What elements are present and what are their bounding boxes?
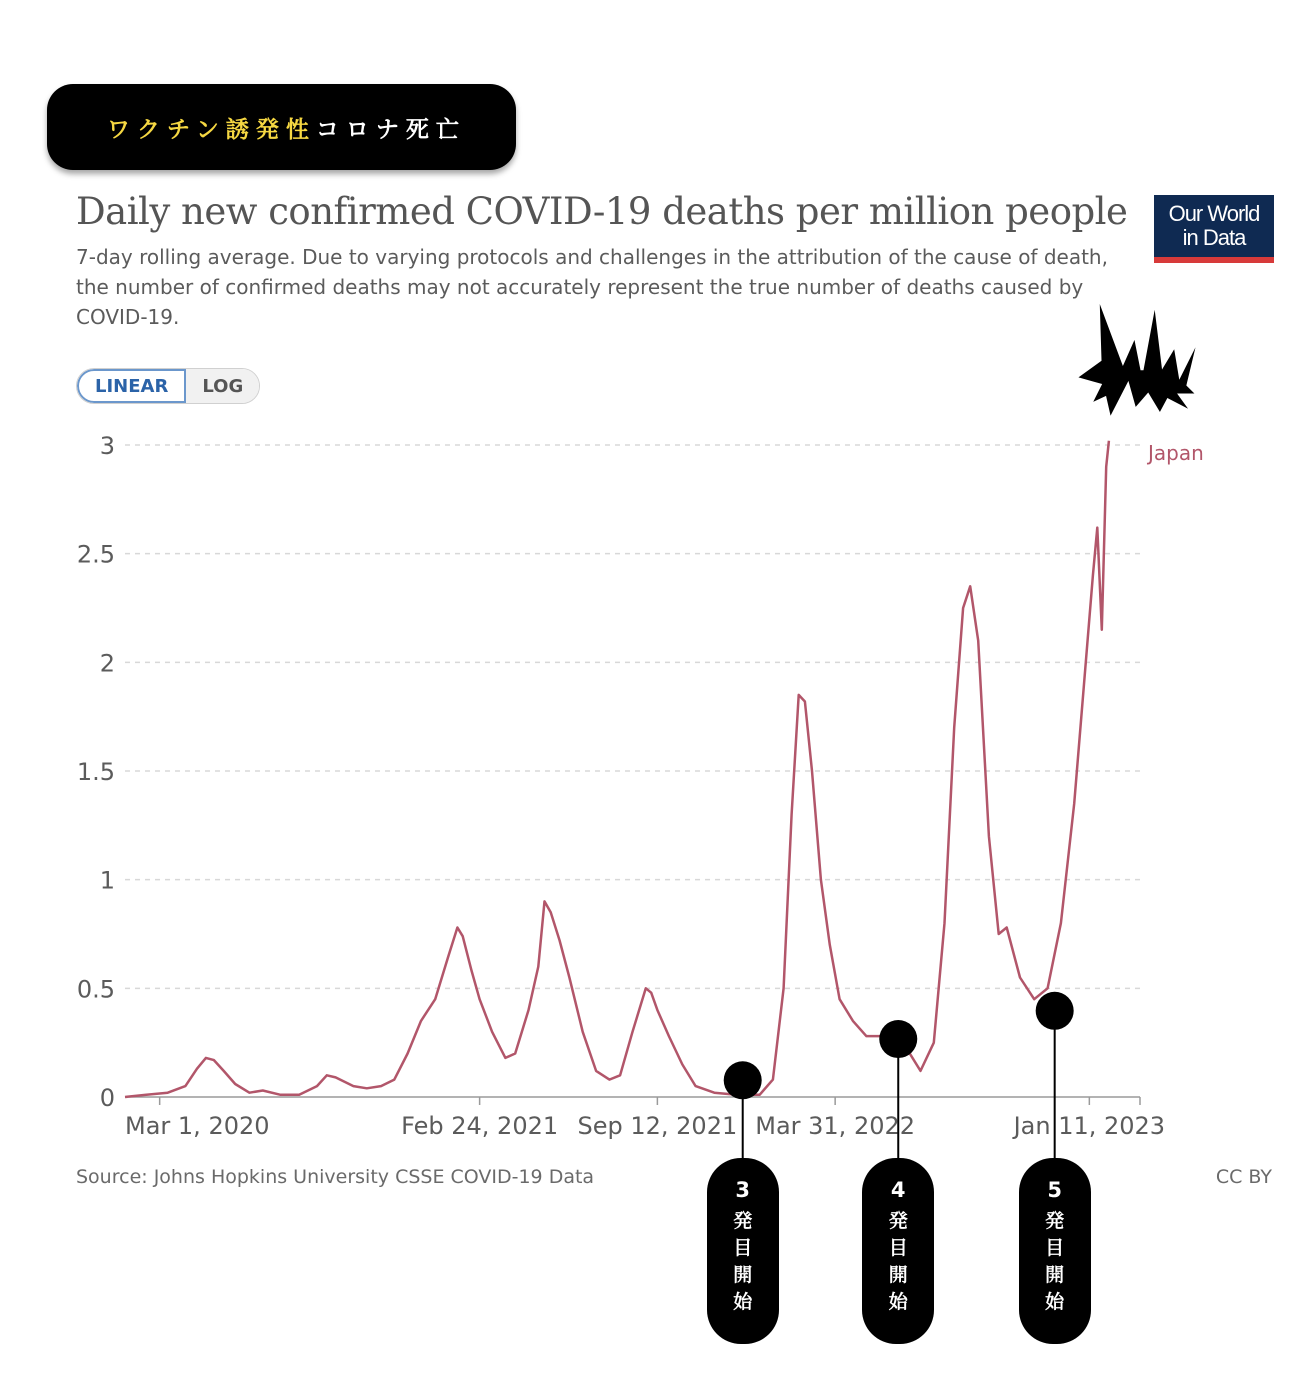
dose-text-char: 開 xyxy=(888,1264,908,1286)
banner-white-text: コロナ死亡 xyxy=(315,116,466,143)
dose-text-char: 目 xyxy=(1045,1237,1065,1259)
dose-text-char: 発 xyxy=(1045,1210,1065,1232)
chart-title: Daily new confirmed COVID-19 deaths per million people xyxy=(76,190,1128,233)
dose-text-char: 開 xyxy=(1045,1264,1065,1286)
y-tick-label: 2.5 xyxy=(76,540,115,569)
logo-line1: Our World xyxy=(1168,201,1260,226)
dose-number: 5 xyxy=(1047,1178,1062,1202)
y-tick-label: 1.5 xyxy=(76,758,115,786)
linear-button[interactable]: LINEAR xyxy=(77,369,186,403)
dose-number: 4 xyxy=(890,1178,906,1202)
line-layer xyxy=(125,441,1109,1097)
logo-line2: in Data xyxy=(1182,225,1246,250)
grid-layer xyxy=(125,445,1140,988)
source-text: Source: Johns Hopkins University CSSE COVID-19 Data xyxy=(76,1166,595,1188)
x-tick-label: Mar 31, 2022 xyxy=(755,1112,916,1140)
x-tick-label: Sep 12, 2021 xyxy=(577,1112,738,1140)
series-label-japan: Japan xyxy=(1148,441,1204,465)
annotation-dot xyxy=(1036,992,1074,1030)
burst-layer xyxy=(1075,295,1200,420)
chart-subtitle: 7-day rolling average. Due to varying protocols and challenges in the attribution of the cause of death, the number of confirmed deaths may not accurately represent the true number of deaths caused by COVID-19. xyxy=(76,245,1108,329)
axis-layer xyxy=(77,432,1165,1140)
dose-text-char: 目 xyxy=(888,1237,908,1259)
explosion-icon xyxy=(1075,295,1200,420)
annotation-pill xyxy=(862,1158,934,1344)
annotation-pill xyxy=(1019,1158,1091,1344)
banner-yellow-text: ワクチン誘発性 xyxy=(107,116,316,143)
dose-text-char: 発 xyxy=(888,1210,908,1232)
dose-text-char: 始 xyxy=(1045,1291,1065,1313)
dose-text-char: 開 xyxy=(733,1264,753,1286)
y-tick-label: 3 xyxy=(99,432,115,460)
annotation-pill xyxy=(707,1158,779,1344)
dose-text-char: 始 xyxy=(733,1291,753,1313)
y-tick-label: 2 xyxy=(99,649,115,678)
license-link[interactable]: CC BY xyxy=(1215,1166,1272,1188)
y-tick-label: 0.5 xyxy=(76,975,115,1004)
annotation-dot xyxy=(879,1020,917,1058)
x-tick-label: Feb 24, 2021 xyxy=(401,1112,559,1140)
log-button[interactable]: LOG xyxy=(186,369,259,403)
dose-text-char: 始 xyxy=(888,1291,908,1313)
dose-text-char: 目 xyxy=(733,1237,753,1259)
dose-number: 3 xyxy=(735,1178,751,1202)
y-tick-label: 0 xyxy=(99,1084,115,1112)
annotation-dot xyxy=(724,1061,762,1099)
x-tick-label: Jan 11, 2023 xyxy=(1013,1112,1166,1140)
y-tick-label: 1 xyxy=(99,866,115,895)
x-tick-label: Mar 1, 2020 xyxy=(125,1112,270,1140)
series-line-japan xyxy=(125,441,1109,1097)
dose-text-char: 発 xyxy=(733,1210,753,1232)
